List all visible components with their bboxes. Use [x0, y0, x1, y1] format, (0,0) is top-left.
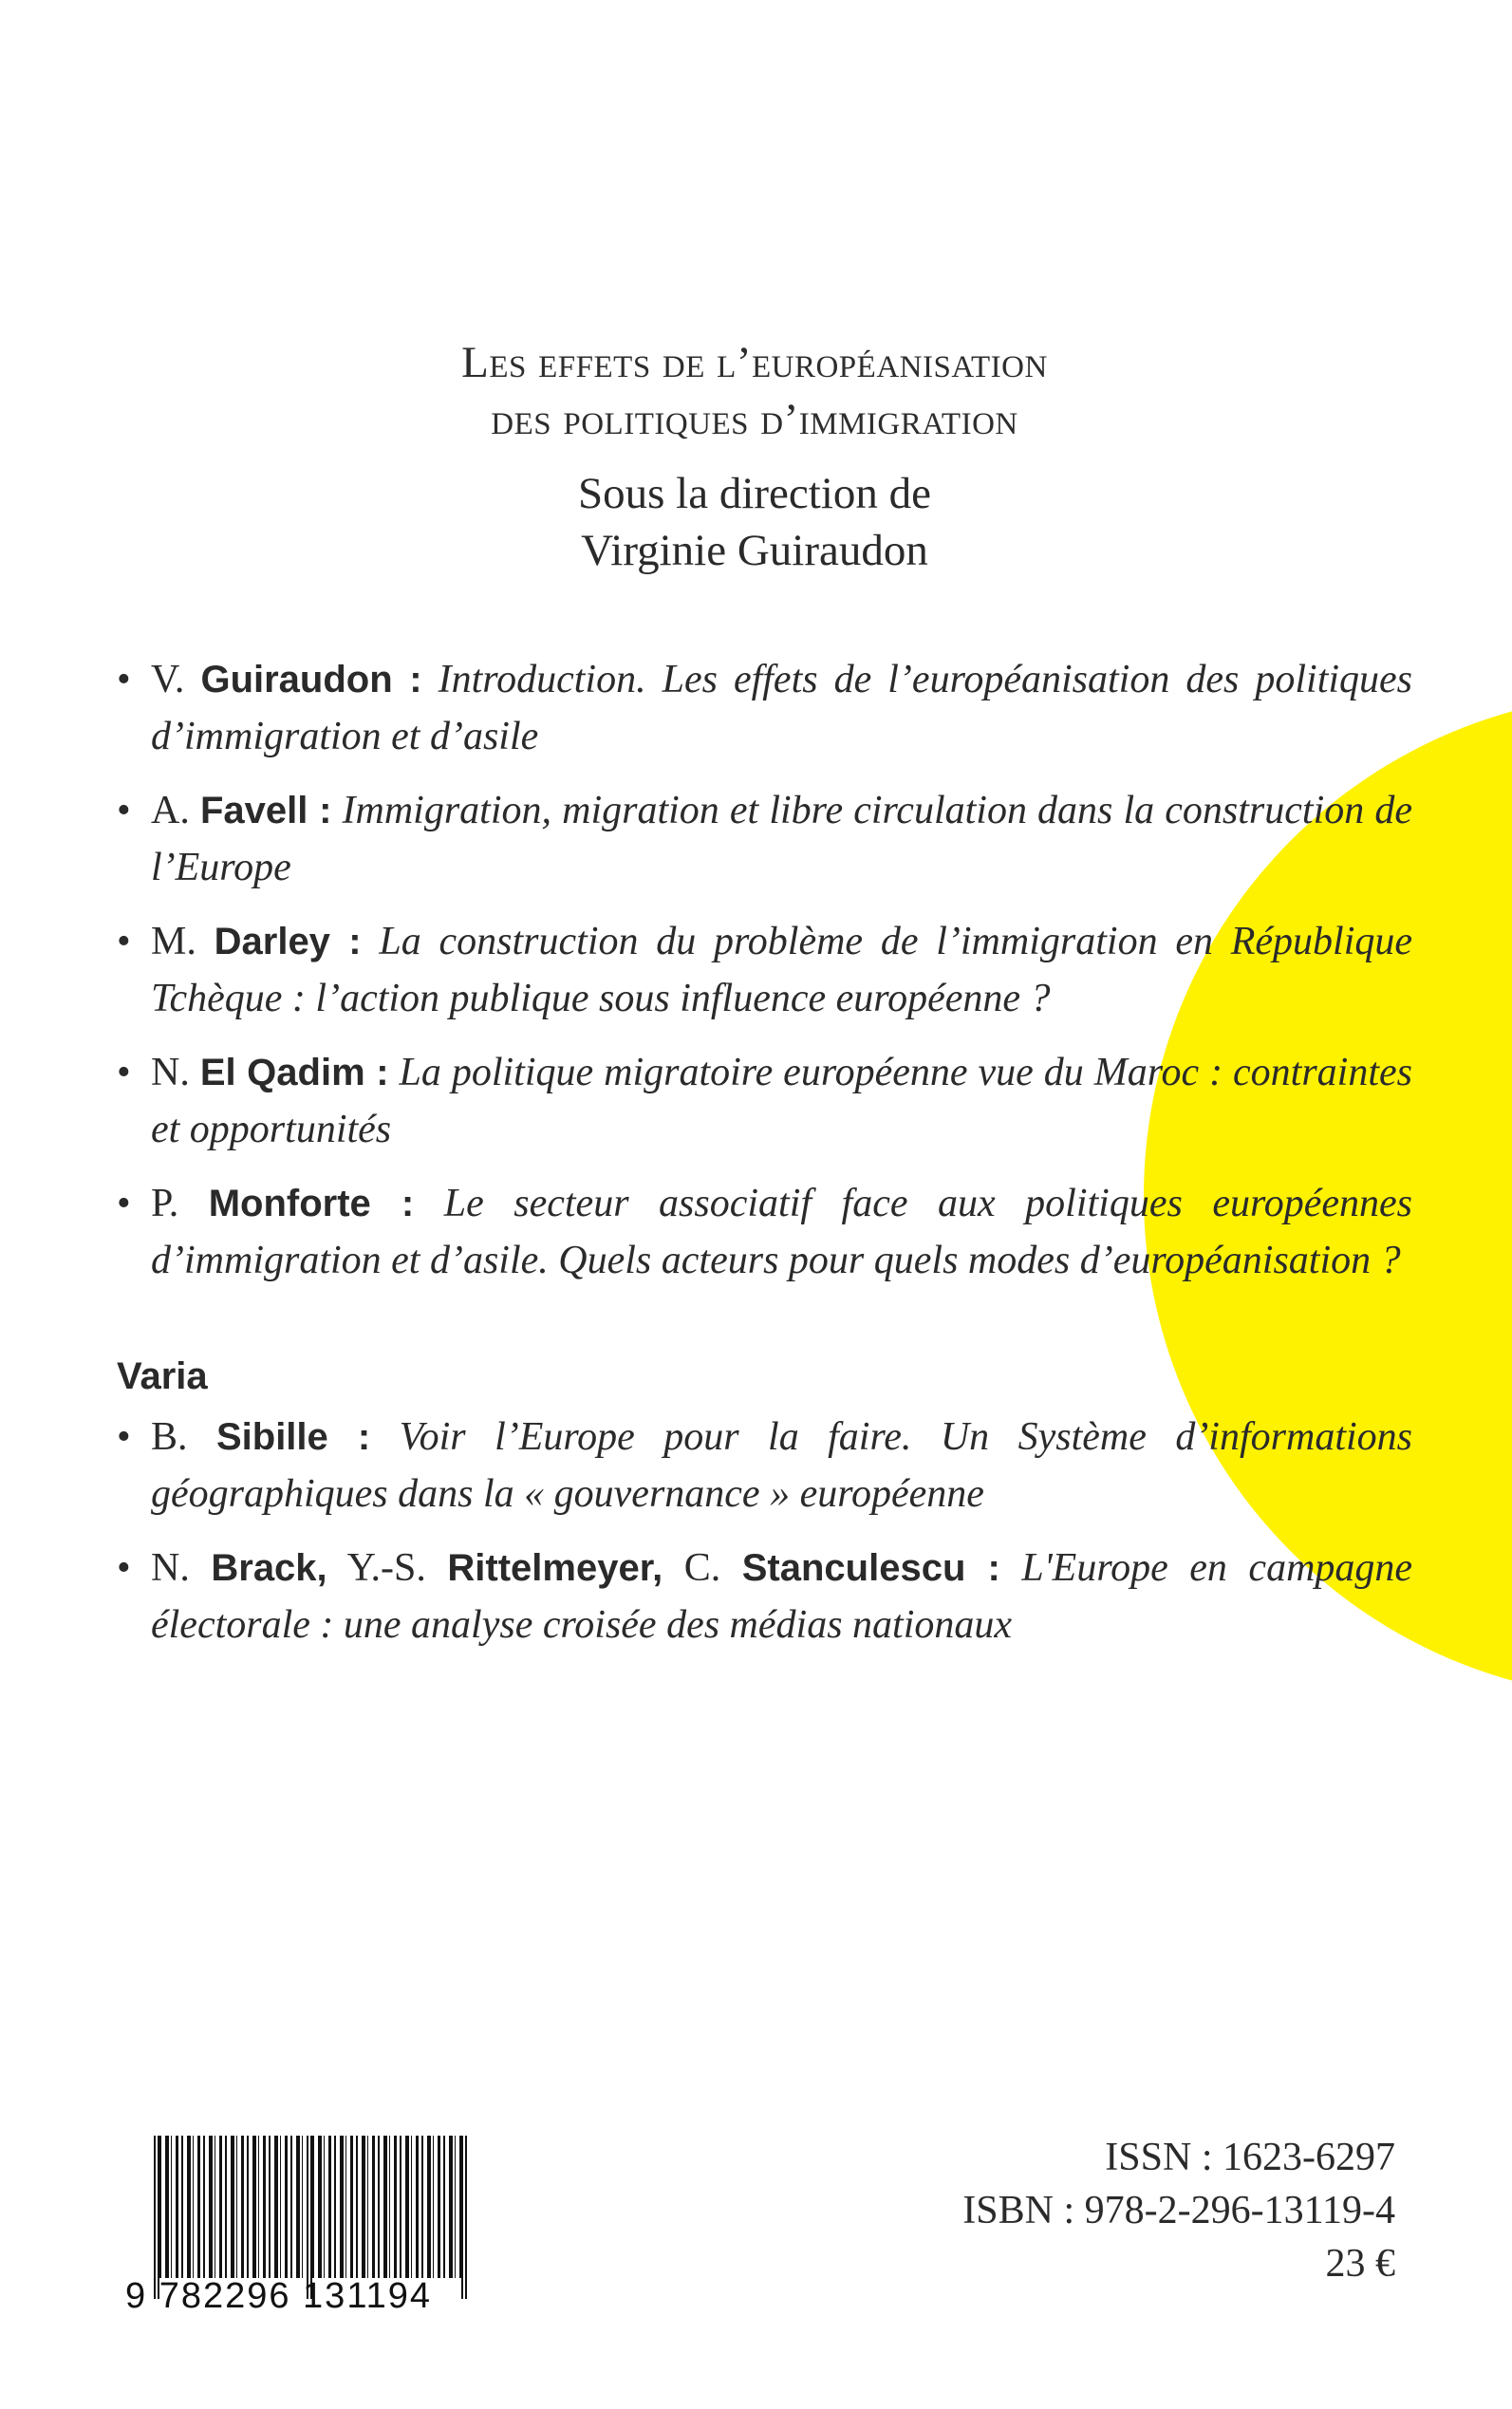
- bullet-icon: •: [117, 789, 131, 832]
- bullet-icon: •: [117, 1182, 131, 1225]
- book-title-line-1: Les effets de l’européanisation: [461, 338, 1048, 387]
- barcode-guard-right: [461, 2136, 467, 2299]
- cover-header: [313, 334, 1196, 579]
- article-title: L'Europe en campagne électorale : une analyse croisée des médias nationaux: [151, 1546, 1413, 1647]
- bullet-icon: •: [117, 920, 131, 963]
- article-title: La politique migratoire européenne vue du Maroc : contraintes et opportunités: [151, 1051, 1413, 1151]
- bullet-icon: •: [117, 1051, 131, 1094]
- author-initial: C.: [683, 1546, 721, 1590]
- author-name: Darley :: [214, 921, 362, 962]
- bullet-icon: •: [117, 1415, 131, 1459]
- price: 23 €: [1325, 2242, 1395, 2286]
- toc-entry: [117, 1409, 1412, 1522]
- author-name: Brack,: [211, 1547, 327, 1589]
- toc-entry: [117, 1175, 1412, 1289]
- isbn-number: ISBN : 978-2-296-13119-4: [962, 2189, 1395, 2232]
- author-initial: N.: [151, 1546, 190, 1590]
- book-title-line-2: des politiques d’immigration: [491, 395, 1018, 444]
- article-title: Le secteur associatif face aux politiques européennes d’immigration et d’asile. Quels acteurs pour quels modes d’européanisation ?: [151, 1182, 1413, 1282]
- author-name: Rittelmeyer,: [447, 1547, 663, 1589]
- toc-entry: [117, 1044, 1412, 1158]
- author-name: Stanculescu :: [741, 1547, 1000, 1589]
- barcode-guard-middle: [307, 2136, 312, 2299]
- author-initial: M.: [151, 920, 196, 963]
- author-initial: Y.-S.: [346, 1546, 426, 1590]
- article-title: Immigration, migration et libre circulation dans la construction de l’Europe: [151, 789, 1413, 889]
- author-name: Guiraudon :: [200, 659, 422, 700]
- bullet-icon: •: [117, 1546, 131, 1590]
- varia-heading: Varia: [117, 1355, 208, 1397]
- publication-codes: [962, 2131, 1395, 2290]
- article-title: La construction du problème de l’immigration en République Tchèque : l’action publique sous influence européenne ?: [151, 920, 1412, 1020]
- barcode-digits: 9 782296 131194: [125, 2276, 433, 2316]
- director-name: Virginie Guiraudon: [581, 526, 928, 575]
- toc-entry: [117, 913, 1412, 1027]
- author-name: Sibille :: [215, 1416, 371, 1458]
- author-initial: B.: [151, 1415, 188, 1459]
- table-of-contents: [117, 651, 1412, 1671]
- toc-entry: [117, 1540, 1412, 1653]
- article-title: Introduction. Les effets de l’européanisation des politiques d’immigration et d’asile: [151, 658, 1413, 758]
- author-initial: A.: [151, 789, 190, 832]
- article-title: Voir l’Europe pour la faire. Un Système d’informations géographiques dans la « gouvernance » européenne: [151, 1415, 1413, 1516]
- author-name: El Qadim :: [199, 1052, 389, 1093]
- toc-entry: [117, 651, 1412, 765]
- author-initial: N.: [151, 1051, 190, 1094]
- barcode-guard-left: [154, 2136, 159, 2299]
- author-name: Monforte :: [208, 1183, 415, 1224]
- issn-number: ISSN : 1623-6297: [1105, 2136, 1395, 2179]
- author-initial: V.: [151, 658, 185, 701]
- author-name: Favell :: [199, 790, 332, 831]
- bullet-icon: •: [117, 658, 131, 701]
- toc-entry: [117, 782, 1412, 896]
- direction-label: Sous la direction de: [577, 469, 931, 518]
- author-initial: P.: [151, 1182, 179, 1225]
